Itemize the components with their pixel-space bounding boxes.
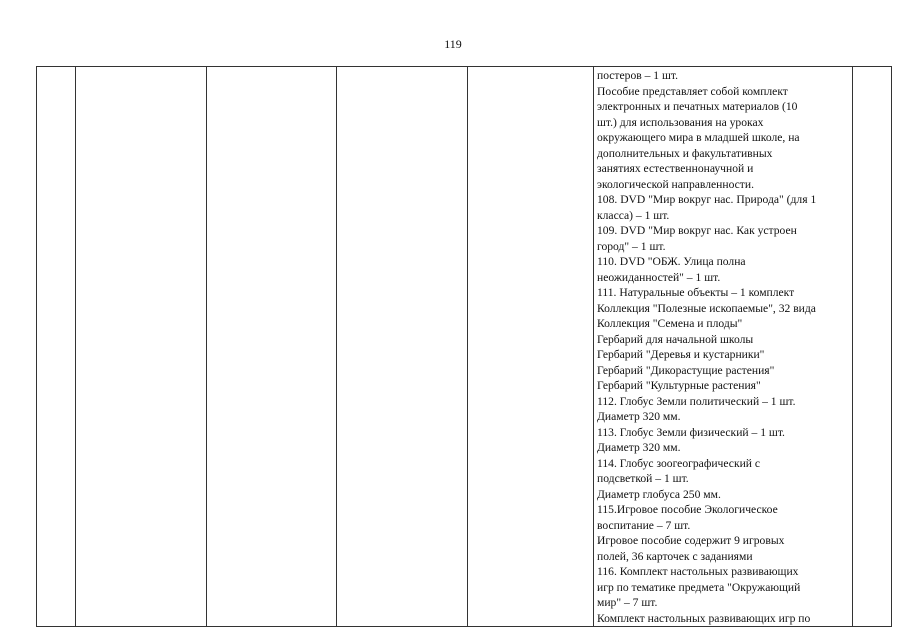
- equipment-list-line: класса) – 1 шт.: [597, 208, 670, 222]
- equipment-list-line: город" – 1 шт.: [597, 239, 666, 253]
- equipment-list-line: Игровое пособие содержит 9 игровых: [597, 534, 785, 547]
- equipment-list-line: 110. DVD "ОБЖ. Улица полна: [597, 255, 746, 268]
- equipment-table: [36, 66, 892, 627]
- equipment-list-line: постеров – 1 шт.: [597, 69, 679, 82]
- equipment-list-line: воспитание – 7 шт.: [597, 518, 691, 532]
- equipment-list-line: Гербарий для начальной школы: [597, 332, 754, 346]
- page-number: 119: [444, 37, 462, 51]
- equipment-list-text: [594, 67, 852, 626]
- equipment-list-line: полей, 36 карточек с заданиями: [597, 549, 753, 563]
- equipment-list-line: Диаметр 320 мм.: [597, 441, 681, 454]
- equipment-list-line: Коллекция "Полезные ископаемые", 32 вида: [597, 301, 816, 315]
- equipment-list-line: Комплект настольных развивающих игр по: [597, 611, 811, 625]
- equipment-list-line: 111. Натуральные объекты – 1 комплект: [597, 286, 795, 299]
- equipment-list-line: 116. Комплект настольных развивающих: [597, 565, 799, 578]
- equipment-list-line: Диаметр 320 мм.: [597, 410, 681, 423]
- table-cell-7: [853, 67, 892, 627]
- equipment-list-line: занятиях естественнонаучной и: [597, 162, 754, 175]
- equipment-list-line: 109. DVD "Мир вокруг нас. Как устроен: [597, 224, 797, 237]
- equipment-list-line: Гербарий "Деревья и кустарники": [597, 348, 765, 361]
- table-cell-3: [207, 67, 337, 627]
- equipment-list-line: экологической направленности.: [597, 177, 754, 191]
- table-cell-4: [337, 67, 468, 627]
- equipment-list-cell: [594, 67, 853, 627]
- equipment-list-line: Коллекция "Семена и плоды": [597, 317, 743, 330]
- table-row: [37, 67, 892, 627]
- equipment-list-line: шт.) для использования на уроках: [597, 115, 764, 129]
- equipment-list-line: 112. Глобус Земли политический – 1 шт.: [597, 394, 796, 408]
- equipment-list-line: мир" – 7 шт.: [597, 596, 658, 609]
- equipment-list-line: Гербарий "Культурные растения": [597, 379, 761, 392]
- equipment-list-line: окружающего мира в младшей школе, на: [597, 131, 800, 144]
- equipment-list-line: 113. Глобус Земли физический – 1 шт.: [597, 425, 785, 439]
- equipment-list-line: электронных и печатных материалов (10: [597, 100, 798, 113]
- equipment-list-line: Гербарий "Дикорастущие растения": [597, 363, 775, 377]
- equipment-list-line: 114. Глобус зоогеографический с: [597, 456, 761, 470]
- table-cell-number: [37, 67, 76, 627]
- equipment-list-line: Пособие представляет собой комплект: [597, 84, 788, 98]
- equipment-list-line: дополнительных и факультативных: [597, 146, 773, 160]
- equipment-list-line: Диаметр глобуса 250 мм.: [597, 487, 721, 501]
- equipment-list-line: подсветкой – 1 шт.: [597, 472, 689, 485]
- equipment-list-line: 108. DVD "Мир вокруг нас. Природа" (для 1: [597, 193, 817, 206]
- table-cell-5: [468, 67, 594, 627]
- equipment-list-line: игр по тематике предмета "Окружающий: [597, 580, 801, 594]
- equipment-list-line: неожиданностей" – 1 шт.: [597, 270, 721, 284]
- table-cell-2: [76, 67, 207, 627]
- equipment-list-line: 115.Игровое пособие Экологическое: [597, 503, 778, 516]
